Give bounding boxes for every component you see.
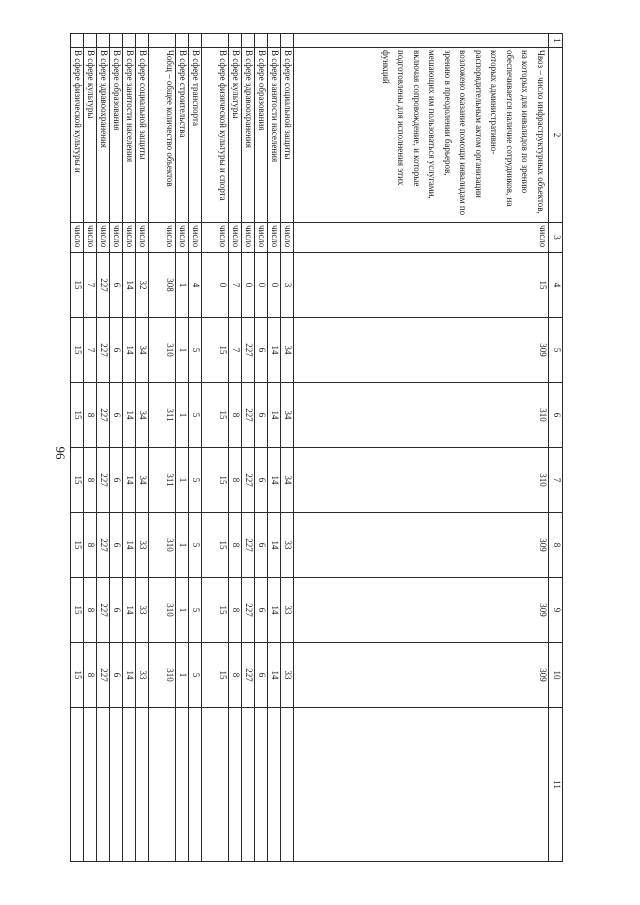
value-cell — [268, 708, 281, 862]
value-cell: 34 — [136, 383, 149, 448]
table-row — [229, 34, 242, 862]
value-cell: 34 — [281, 448, 294, 513]
value-cell: 310 — [294, 448, 549, 513]
value-cell: 33 — [136, 513, 149, 578]
unit-cell: число — [268, 223, 281, 253]
index-cell — [189, 34, 202, 48]
value-cell: 33 — [281, 643, 294, 708]
index-cell — [71, 34, 84, 48]
value-cell: 1 — [176, 318, 189, 383]
table-row — [255, 34, 268, 862]
value-cell: 1 — [176, 253, 189, 318]
indicator-name-cell: В сфере строительства — [176, 48, 189, 223]
value-cell — [97, 708, 110, 862]
value-cell: 310 — [149, 643, 176, 708]
table-row — [110, 34, 123, 862]
value-cell: 14 — [268, 448, 281, 513]
index-cell — [229, 34, 242, 48]
value-cell: 6 — [110, 448, 123, 513]
value-cell: 34 — [136, 318, 149, 383]
value-cell — [229, 708, 242, 862]
indicator-name-cell: В сфере культуры — [84, 48, 97, 223]
table-row — [71, 34, 84, 862]
value-cell: 308 — [149, 253, 176, 318]
value-cell: 15 — [71, 318, 84, 383]
value-cell: 227 — [97, 513, 110, 578]
value-cell: 311 — [149, 448, 176, 513]
indicator-name-cell: В сфере культуры — [229, 48, 242, 223]
value-cell: 227 — [97, 318, 110, 383]
value-cell: 15 — [202, 383, 229, 448]
value-cell — [202, 708, 229, 862]
unit-cell: число — [176, 223, 189, 253]
value-cell: 8 — [229, 513, 242, 578]
value-cell: 6 — [110, 578, 123, 643]
value-cell: 8 — [229, 578, 242, 643]
value-cell: 227 — [97, 578, 110, 643]
value-cell — [294, 708, 549, 862]
page-number: 96 — [53, 446, 68, 460]
value-cell: 8 — [229, 448, 242, 513]
value-cell: 8 — [84, 643, 97, 708]
value-cell: 6 — [255, 643, 268, 708]
table-row — [281, 34, 294, 862]
value-cell: 15 — [202, 448, 229, 513]
value-cell: 14 — [123, 383, 136, 448]
index-cell — [202, 34, 229, 48]
value-cell: 14 — [123, 253, 136, 318]
value-cell: 7 — [229, 318, 242, 383]
value-cell: 14 — [268, 578, 281, 643]
value-cell: 6 — [110, 383, 123, 448]
value-cell: 5 — [189, 578, 202, 643]
unit-cell: число — [189, 223, 202, 253]
value-cell: 6 — [255, 383, 268, 448]
value-cell — [281, 708, 294, 862]
unit-cell: число — [71, 223, 84, 253]
table-row — [97, 34, 110, 862]
value-cell: 14 — [268, 318, 281, 383]
index-cell — [136, 34, 149, 48]
table-row — [123, 34, 136, 862]
value-cell: 4 — [189, 253, 202, 318]
indicator-name-cell: В сфере здравоохранения — [242, 48, 255, 223]
index-cell — [281, 34, 294, 48]
value-cell: 5 — [189, 448, 202, 513]
value-cell: 14 — [123, 513, 136, 578]
value-cell: 309 — [294, 513, 549, 578]
index-cell — [123, 34, 136, 48]
column-number-cell: 4 — [549, 253, 563, 318]
value-cell: 8 — [84, 383, 97, 448]
value-cell: 15 — [71, 253, 84, 318]
indicator-name-cell: В сфере занятости населения — [123, 48, 136, 223]
value-cell: 7 — [84, 318, 97, 383]
table-row — [268, 34, 281, 862]
table-row — [202, 34, 229, 862]
value-cell: 0 — [268, 253, 281, 318]
index-cell — [242, 34, 255, 48]
value-cell: 33 — [136, 578, 149, 643]
indicator-name-cell: В сфере физической культуры и — [71, 48, 84, 223]
index-cell — [176, 34, 189, 48]
value-cell: 310 — [149, 513, 176, 578]
value-cell: 227 — [97, 643, 110, 708]
table-row — [242, 34, 255, 862]
indicator-name-cell: В сфере образования — [110, 48, 123, 223]
value-cell: 8 — [84, 448, 97, 513]
value-cell: 14 — [268, 383, 281, 448]
column-number-cell: 7 — [549, 448, 563, 513]
unit-cell: число — [229, 223, 242, 253]
value-cell: 3 — [281, 253, 294, 318]
value-cell: 6 — [255, 448, 268, 513]
value-cell — [149, 708, 176, 862]
indicator-name-cell: В сфере образования — [255, 48, 268, 223]
value-cell: 34 — [281, 318, 294, 383]
value-cell: 6 — [255, 318, 268, 383]
unit-cell: число — [242, 223, 255, 253]
value-cell: 311 — [149, 383, 176, 448]
value-cell: 15 — [202, 513, 229, 578]
unit-cell: число — [84, 223, 97, 253]
column-number-cell: 10 — [549, 643, 563, 708]
value-cell — [110, 708, 123, 862]
column-number-cell: 11 — [549, 708, 563, 862]
indicator-name-cell: В сфере транспорта — [189, 48, 202, 223]
value-cell: 1 — [176, 383, 189, 448]
value-cell: 5 — [189, 643, 202, 708]
column-number-cell: 5 — [549, 318, 563, 383]
table-row — [84, 34, 97, 862]
table-row — [189, 34, 202, 862]
indicator-name-cell: В сфере здравоохранения — [97, 48, 110, 223]
index-cell — [255, 34, 268, 48]
value-cell: 14 — [123, 578, 136, 643]
value-cell: 1 — [176, 643, 189, 708]
unit-cell: число — [294, 223, 549, 253]
value-cell: 14 — [268, 643, 281, 708]
value-cell — [123, 708, 136, 862]
value-cell: 33 — [281, 578, 294, 643]
indicator-name-cell: В сфере социальной защиты — [136, 48, 149, 223]
value-cell: 227 — [97, 253, 110, 318]
value-cell: 15 — [294, 253, 549, 318]
value-cell: 8 — [229, 383, 242, 448]
value-cell: 227 — [242, 448, 255, 513]
value-cell: 6 — [255, 513, 268, 578]
indicator-name-cell: В сфере физической культуры и спорта — [202, 48, 229, 223]
table-row — [149, 34, 176, 862]
value-cell: 14 — [268, 513, 281, 578]
value-cell — [242, 708, 255, 862]
indicators-table — [70, 33, 563, 862]
unit-cell: число — [123, 223, 136, 253]
column-number-cell: 1 — [549, 34, 563, 48]
column-number-cell: 8 — [549, 513, 563, 578]
indicator-name-cell: Чобщ – общее количество объектов — [149, 48, 176, 223]
index-cell — [149, 34, 176, 48]
unit-cell: число — [202, 223, 229, 253]
table-row — [294, 34, 549, 862]
value-cell: 310 — [149, 318, 176, 383]
indicator-name-cell: Чвоз – число инфраструктурных объектов, на которых для инвалидов по зрению обеспечивается наличие сотрудников, на которых административно-распорядительным актом организации возложено оказание помощи инвалидам по зрению в преодолении барьеров, мешающих им пользоваться услугами, включая сопровождение, и которые подготовлены для исполнения этих функций — [294, 48, 549, 223]
value-cell: 15 — [202, 318, 229, 383]
value-cell — [136, 708, 149, 862]
value-cell: 5 — [189, 383, 202, 448]
indicator-name-cell: В сфере занятости населения — [268, 48, 281, 223]
value-cell: 5 — [189, 318, 202, 383]
value-cell: 227 — [242, 643, 255, 708]
value-cell: 1 — [176, 513, 189, 578]
value-cell: 309 — [294, 318, 549, 383]
value-cell: 0 — [242, 253, 255, 318]
value-cell: 0 — [202, 253, 229, 318]
value-cell: 15 — [71, 643, 84, 708]
unit-cell: число — [97, 223, 110, 253]
document-table-area — [73, 33, 563, 861]
table-row — [136, 34, 149, 862]
value-cell: 309 — [294, 643, 549, 708]
column-number-cell: 6 — [549, 383, 563, 448]
index-cell — [110, 34, 123, 48]
value-cell: 14 — [123, 318, 136, 383]
value-cell: 8 — [84, 578, 97, 643]
value-cell: 227 — [97, 448, 110, 513]
value-cell — [189, 708, 202, 862]
value-cell: 6 — [110, 643, 123, 708]
value-cell: 15 — [202, 578, 229, 643]
value-cell: 227 — [242, 383, 255, 448]
value-cell: 14 — [123, 448, 136, 513]
value-cell: 15 — [71, 383, 84, 448]
index-cell — [97, 34, 110, 48]
indicator-name-cell: В сфере социальной защиты — [281, 48, 294, 223]
value-cell: 227 — [242, 513, 255, 578]
index-cell — [84, 34, 97, 48]
value-cell: 0 — [255, 253, 268, 318]
value-cell: 34 — [136, 448, 149, 513]
value-cell: 310 — [149, 578, 176, 643]
value-cell: 15 — [202, 643, 229, 708]
unit-cell: число — [281, 223, 294, 253]
table-row — [176, 34, 189, 862]
value-cell: 34 — [281, 383, 294, 448]
unit-cell: число — [110, 223, 123, 253]
value-cell: 6 — [255, 578, 268, 643]
value-cell — [71, 708, 84, 862]
unit-cell: число — [136, 223, 149, 253]
value-cell — [176, 708, 189, 862]
value-cell: 32 — [136, 253, 149, 318]
value-cell: 6 — [110, 318, 123, 383]
value-cell: 7 — [229, 253, 242, 318]
value-cell: 14 — [123, 643, 136, 708]
value-cell: 7 — [84, 253, 97, 318]
value-cell: 15 — [71, 448, 84, 513]
value-cell: 5 — [189, 513, 202, 578]
value-cell: 227 — [242, 578, 255, 643]
value-cell: 33 — [136, 643, 149, 708]
value-cell: 227 — [97, 383, 110, 448]
index-cell — [268, 34, 281, 48]
index-cell — [294, 34, 549, 48]
value-cell: 15 — [71, 578, 84, 643]
value-cell: 8 — [84, 513, 97, 578]
column-number-cell: 9 — [549, 578, 563, 643]
value-cell: 6 — [110, 253, 123, 318]
value-cell: 1 — [176, 448, 189, 513]
value-cell: 8 — [229, 643, 242, 708]
value-cell: 309 — [294, 578, 549, 643]
value-cell: 310 — [294, 383, 549, 448]
value-cell — [84, 708, 97, 862]
unit-cell: число — [149, 223, 176, 253]
value-cell: 33 — [281, 513, 294, 578]
rotated-page-content — [73, 33, 563, 861]
column-number-cell: 3 — [549, 223, 563, 253]
value-cell: 227 — [242, 318, 255, 383]
unit-cell: число — [255, 223, 268, 253]
column-number-row — [549, 34, 563, 862]
column-number-cell: 2 — [549, 48, 563, 223]
value-cell: 15 — [71, 513, 84, 578]
value-cell — [255, 708, 268, 862]
value-cell: 6 — [110, 513, 123, 578]
value-cell: 1 — [176, 578, 189, 643]
